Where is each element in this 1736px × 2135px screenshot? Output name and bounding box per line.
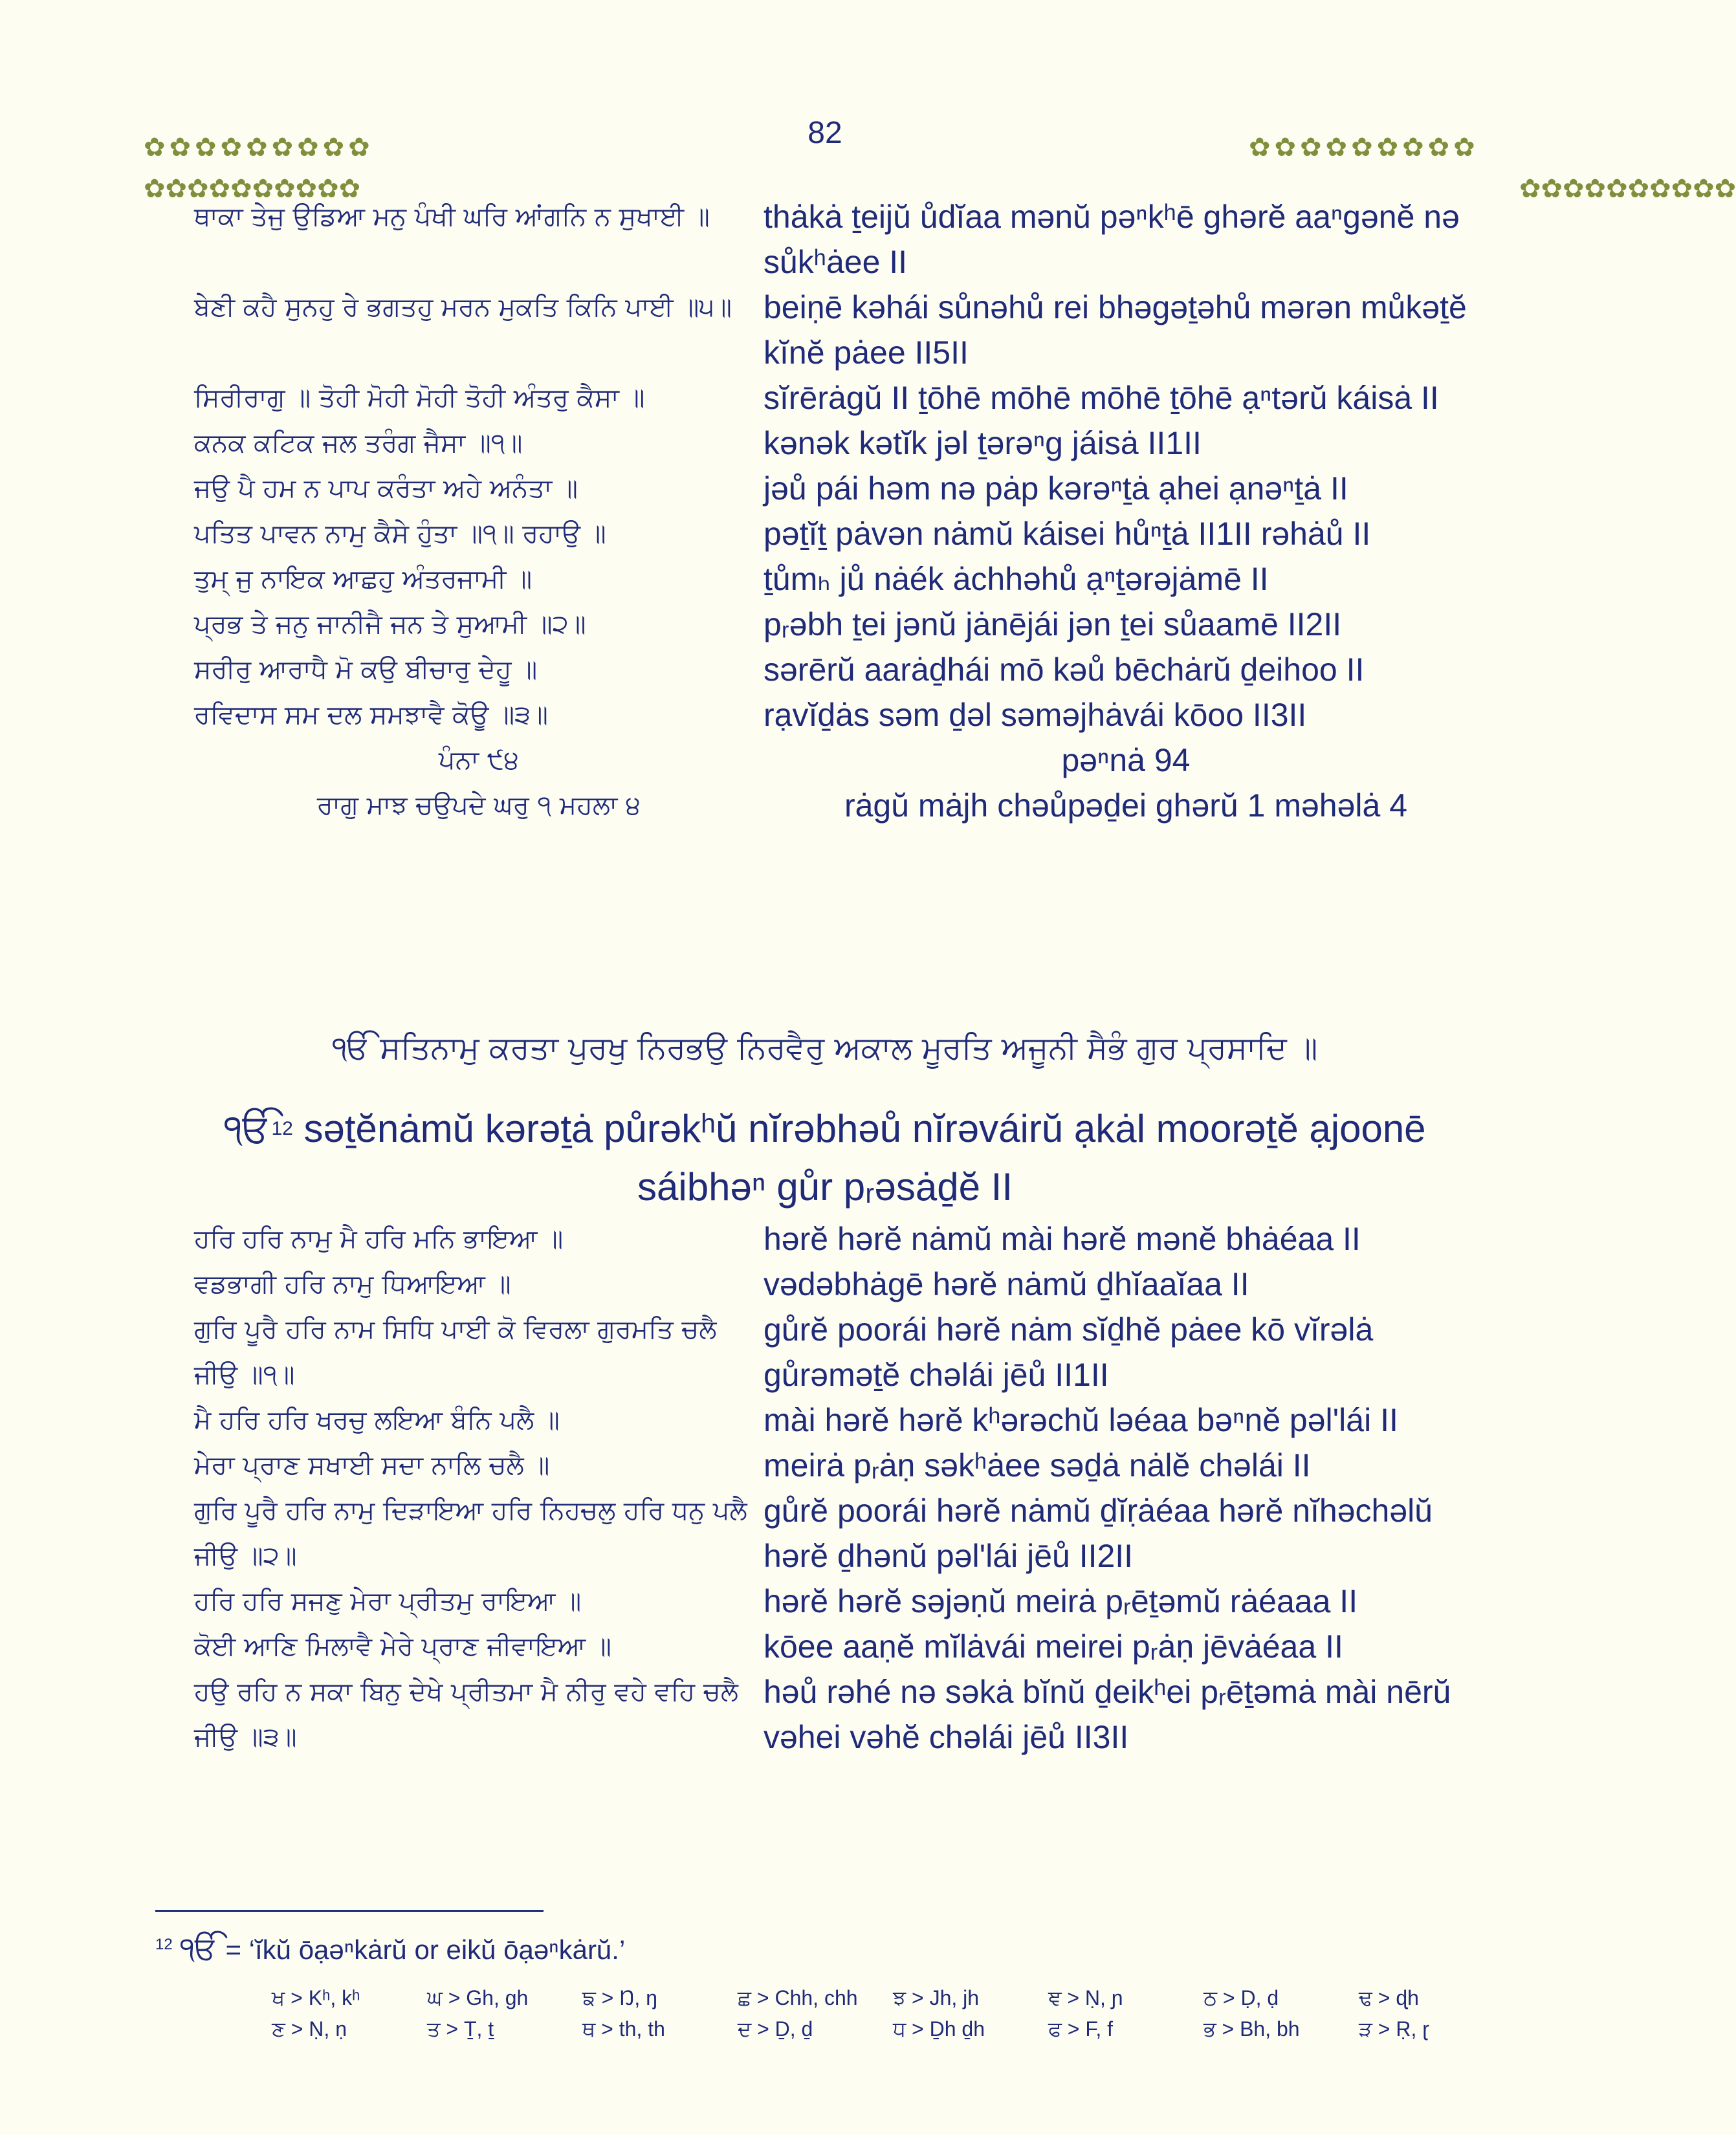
transliteration-line: meirȧ pᵣȧṇ səkʰȧee səḏȧ nȧlĕ chəlái II [764, 1447, 1311, 1484]
gurmukhi-line: ਬੇਣੀ ਕਹੈ ਸੁਨਹੁ ਰੇ ਭਗਤਹੁ ਮਰਨ ਮੁਕਤਿ ਕਿਨਿ ਪਾਈ ॥੫॥ [194, 292, 732, 322]
ornament-border-right: ✿✿✿✿✿✿✿✿✿✿ [1519, 174, 1736, 204]
transliteration-line: sərērŭ aarȧḏhái mō kəů bēchȧrŭ ḏeihoo II [764, 651, 1365, 688]
key-entry: ਧ > Ḏh ḏh [893, 2017, 985, 2041]
verse-table-section-1 [194, 194, 1488, 828]
gurmukhi-line: ਹਰਿ ਹਰਿ ਸਜਣੁ ਮੇਰਾ ਪ੍ਰੀਤਮੁ ਰਾਇਆ ॥ [194, 1586, 582, 1616]
transliteration-line: ṯůmₕ jů nȧék ȧchhəhů ạⁿṯərəjȧmē II [764, 561, 1269, 597]
mool-mantar-translit-text: səṯĕnȧmŭ kərəṯȧ půrəkʰŭ nĭrəbhəů nĭrəváirŭ ạkȧl moorəṯĕ ạjoonē sáibhəⁿ gůr pᵣəsȧḏĕ II [303, 1107, 1426, 1209]
ornament-border-top-left: ✿✿✿✿✿✿✿✿✿ [144, 133, 374, 162]
gurmukhi-line: ਤੁਮ੍ ਜੁ ਨਾਇਕ ਆਛਹੁ ਅੰਤਰਜਾਮੀ ॥ [194, 564, 533, 594]
gurmukhi-line: ਵਡਭਾਗੀ ਹਰਿ ਨਾਮੁ ਧਿਆਇਆ ॥ [194, 1269, 511, 1299]
mool-mantar-transliteration [194, 1100, 1456, 1216]
gurmukhi-line: ਕੋਈ ਆਣਿ ਮਿਲਾਵੈ ਮੇਰੇ ਪ੍ਰਾਣ ਜੀਵਾਇਆ ॥ [194, 1632, 611, 1661]
key-entry: ਫ > F, f [1048, 2017, 1114, 2041]
key-entry: ਝ > Jh, jh [893, 1986, 980, 2009]
transliteration-line: pᵣəbh ṯei jənŭ jȧnējái jən ṯei sůaamē II2II [764, 606, 1342, 642]
gurmukhi-line: ਮੈ ਹਰਿ ਹਰਿ ਖਰਚੁ ਲਇਆ ਬੰਨਿ ਪਲੈ ॥ [194, 1405, 560, 1435]
transliteration-line: pəⁿnȧ 94 [1061, 742, 1191, 778]
gurmukhi-line: ਰਵਿਦਾਸ ਸਮ ਦਲ ਸਮਝਾਵੈ ਕੋਊ ॥੩॥ [194, 700, 548, 730]
gurmukhi-line: ਕਨਕ ਕਟਿਕ ਜਲ ਤਰੰਗ ਜੈਸਾ ॥੧॥ [194, 428, 523, 458]
key-entry: ਘ > Gh, gh [427, 1986, 529, 2009]
transliteration-line: rạvĭḏȧs səm ḏəl səməjhȧvái kōoo II3II [764, 697, 1307, 733]
page-number: 82 [808, 116, 842, 150]
gurmukhi-line: ਪਤਿਤ ਪਾਵਨ ਨਾਮੁ ਕੈਸੇ ਹੁੰਤਾ ॥੧॥ ਰਹਾਉ ॥ [194, 519, 606, 549]
ornament-border-top-right: ✿✿✿✿✿✿✿✿✿ [1249, 133, 1479, 162]
transliteration-line: vədəbhȧgē hərĕ nȧmŭ ḏhĭaaĭaa II [764, 1266, 1249, 1302]
gurmukhi-line: ਪੰਨਾ ੯੪ [438, 745, 520, 775]
key-entry: ਛ > Chh, chh [738, 1986, 858, 2009]
ornament-border-left: ✿✿✿✿✿✿✿✿✿✿ [144, 174, 361, 204]
footnote-symbol: ੴ [180, 1932, 218, 1966]
transliteration-line: mài hərĕ hərĕ kʰərəchŭ ləéaa bəⁿnĕ pəl'lái II [764, 1402, 1398, 1438]
transliteration-line: kōee aaṇĕ mĭlȧvái meirei pᵣȧṇ jēvȧéaa II [764, 1628, 1343, 1665]
gurmukhi-line: ਪ੍ਰਭ ਤੇ ਜਨੁ ਜਾਨੀਜੈ ਜਨ ਤੇ ਸੁਆਮੀ ॥੨॥ [194, 609, 586, 639]
gurmukhi-line: ਗੁਰਿ ਪੂਰੈ ਹਰਿ ਨਾਮੁ ਦਿੜਾਇਆ ਹਰਿ ਨਿਹਚਲੁ ਹਰਿ ਧਨੁ ਪਲੈ ਜੀਉ ॥੨॥ [194, 1496, 747, 1571]
gurmukhi-line: ਜਉ ਪੈ ਹਮ ਨ ਪਾਪ ਕਰੰਤਾ ਅਹੇ ਅਨੰਤਾ ॥ [194, 474, 578, 503]
mool-mantar-gurmukhi: ੴ ਸਤਿਨਾਮੁ ਕਰਤਾ ਪੁਰਖੁ ਨਿਰਭਉ ਨਿਰਵੈਰੁ ਅਕਾਲ ਮੂਰਤਿ ਅਜੂਨੀ ਸੈਭੰ ਗੁਰ ਪ੍ਰਸਾਦਿ ॥ [332, 1030, 1318, 1066]
transliteration-line: həů rəhé nə səkȧ bĭnŭ ḏeikʰei pᵣēṯəmȧ mài nērŭ vəhei vəhĕ chəlái jēů II3II [764, 1674, 1451, 1755]
transliteration-line: gůrĕ poorái hərĕ nȧm sĭḏhĕ pȧee kō vĭrəlȧ gůrəməṯĕ chəlái jēů II1II [764, 1311, 1374, 1393]
key-entry: ਥ > th, th [582, 2017, 665, 2041]
transliteration-line: hərĕ hərĕ nȧmŭ mài hərĕ mənĕ bhȧéaa II [764, 1221, 1361, 1257]
gurmukhi-line: ਥਾਕਾ ਤੇਜੁ ਉਡਿਆ ਮਨੁ ਪੰਖੀ ਘਰਿ ਆਂਗਨਿ ਨ ਸੁਖਾਈ ॥ [194, 202, 710, 232]
transliteration-line: pəṯĭṯ pȧvən nȧmŭ káisei hůⁿṯȧ II1II rəhȧů II [764, 516, 1371, 552]
gurmukhi-line: ਹਉ ਰਹਿ ਨ ਸਕਾ ਬਿਨੁ ਦੇਖੇ ਪ੍ਰੀਤਮਾ ਮੈ ਨੀਰੁ ਵਹੇ ਵਹਿ ਚਲੈ ਜੀਉ ॥੩॥ [194, 1677, 738, 1752]
transliteration-line: sĭrērȧgŭ II ṯōhē mōhē mōhē ṯōhē ạⁿtərŭ káisȧ II [764, 380, 1439, 416]
key-entry: ਖ > Kʰ, kʰ [272, 1986, 360, 2009]
gurmukhi-line: ਮੇਰਾ ਪ੍ਰਾਣ ਸਖਾਈ ਸਦਾ ਨਾਲਿ ਚਲੈ ॥ [194, 1451, 550, 1480]
transliteration-line: gůrĕ poorái hərĕ nȧmŭ ḏĭṛȧéaa hərĕ nĭhəchəlŭ hərĕ ḏhənŭ pəl'lái jēů II2II [764, 1493, 1433, 1574]
key-entry: ਢ > ɖh [1359, 1986, 1419, 2009]
footnote-ref: 12 [271, 1118, 293, 1139]
key-entry: ਭ > Bh, bh [1203, 2017, 1300, 2041]
gurmukhi-line: ਗੁਰਿ ਪੂਰੈ ਹਰਿ ਨਾਮ ਸਿਧਿ ਪਾਈ ਕੋ ਵਿਰਲਾ ਗੁਰਮਤਿ ਚਲੈ ਜੀਉ ॥੧॥ [194, 1315, 717, 1390]
gurmukhi-line: ਰਾਗੁ ਮਾਝ ਚਉਪਦੇ ਘਰੁ ੧ ਮਹਲਾ ੪ [316, 791, 641, 820]
key-entry: ਤ > Ṯ, ṯ [427, 2017, 494, 2041]
footnote-text: = ‘ĭkŭ ōạəⁿkȧrŭ or eikŭ ōạəⁿkȧrŭ.’ [225, 1934, 626, 1965]
key-entry: ਞ > Ṇ, ɲ [1048, 1986, 1123, 2009]
footnote-divider [155, 1910, 544, 1912]
transliteration-line: rȧgŭ mȧjh chəůpəḏei ghərŭ 1 məhəlȧ 4 [844, 787, 1408, 824]
verse-table-section-2 [194, 1216, 1488, 1760]
transliteration-key [272, 1986, 1436, 2042]
transliteration-line: beiṇē kəhái sůnəhů rei bhəgəṯəhů mərən můkəṯĕ kĭnĕ pȧee II5II [764, 289, 1467, 371]
transliteration-line: kənək kətĭk jəl ṯərəⁿg jáisȧ II1II [764, 425, 1202, 461]
footnote-number: 12 [155, 1936, 173, 1953]
ik-onkar-symbol: ੴ [224, 1107, 272, 1150]
key-entry: ਠ > Ḍ, ḍ [1203, 1986, 1279, 2009]
key-entry: ਙ > Ŋ, ŋ [582, 1986, 657, 2009]
transliteration-line: thȧkȧ ṯeijŭ ůdĭaa mənŭ pəⁿkʰē ghərĕ aaⁿgənĕ nə sůkʰȧee II [764, 199, 1460, 280]
transliteration-line: jəů pái həm nə pȧp kərəⁿṯȧ ạhei ạnəⁿṯȧ II [764, 470, 1348, 507]
key-entry: ਣ > Ṇ, ṇ [272, 2017, 347, 2041]
gurmukhi-line: ਸਿਰੀਰਾਗੁ ॥ ਤੋਹੀ ਮੋਹੀ ਮੋਹੀ ਤੋਹੀ ਅੰਤਰੁ ਕੈਸਾ ॥ [194, 383, 645, 413]
footnote [155, 1931, 625, 1967]
gurmukhi-line: ਸਰੀਰੁ ਆਰਾਧੈ ਮੋ ਕਉ ਬੀਚਾਰੁ ਦੇਹੂ ॥ [194, 655, 538, 684]
key-entry: ੜ > Ṛ, ɽ [1359, 2017, 1429, 2041]
key-entry: ਦ > Ḏ, ḏ [738, 2017, 813, 2041]
gurmukhi-line: ਹਰਿ ਹਰਿ ਨਾਮੁ ਮੈ ਹਰਿ ਮਨਿ ਭਾਇਆ ॥ [194, 1224, 564, 1254]
transliteration-line: hərĕ hərĕ səjəṇŭ meirȧ pᵣēṯəmŭ rȧéaaa II [764, 1583, 1358, 1619]
